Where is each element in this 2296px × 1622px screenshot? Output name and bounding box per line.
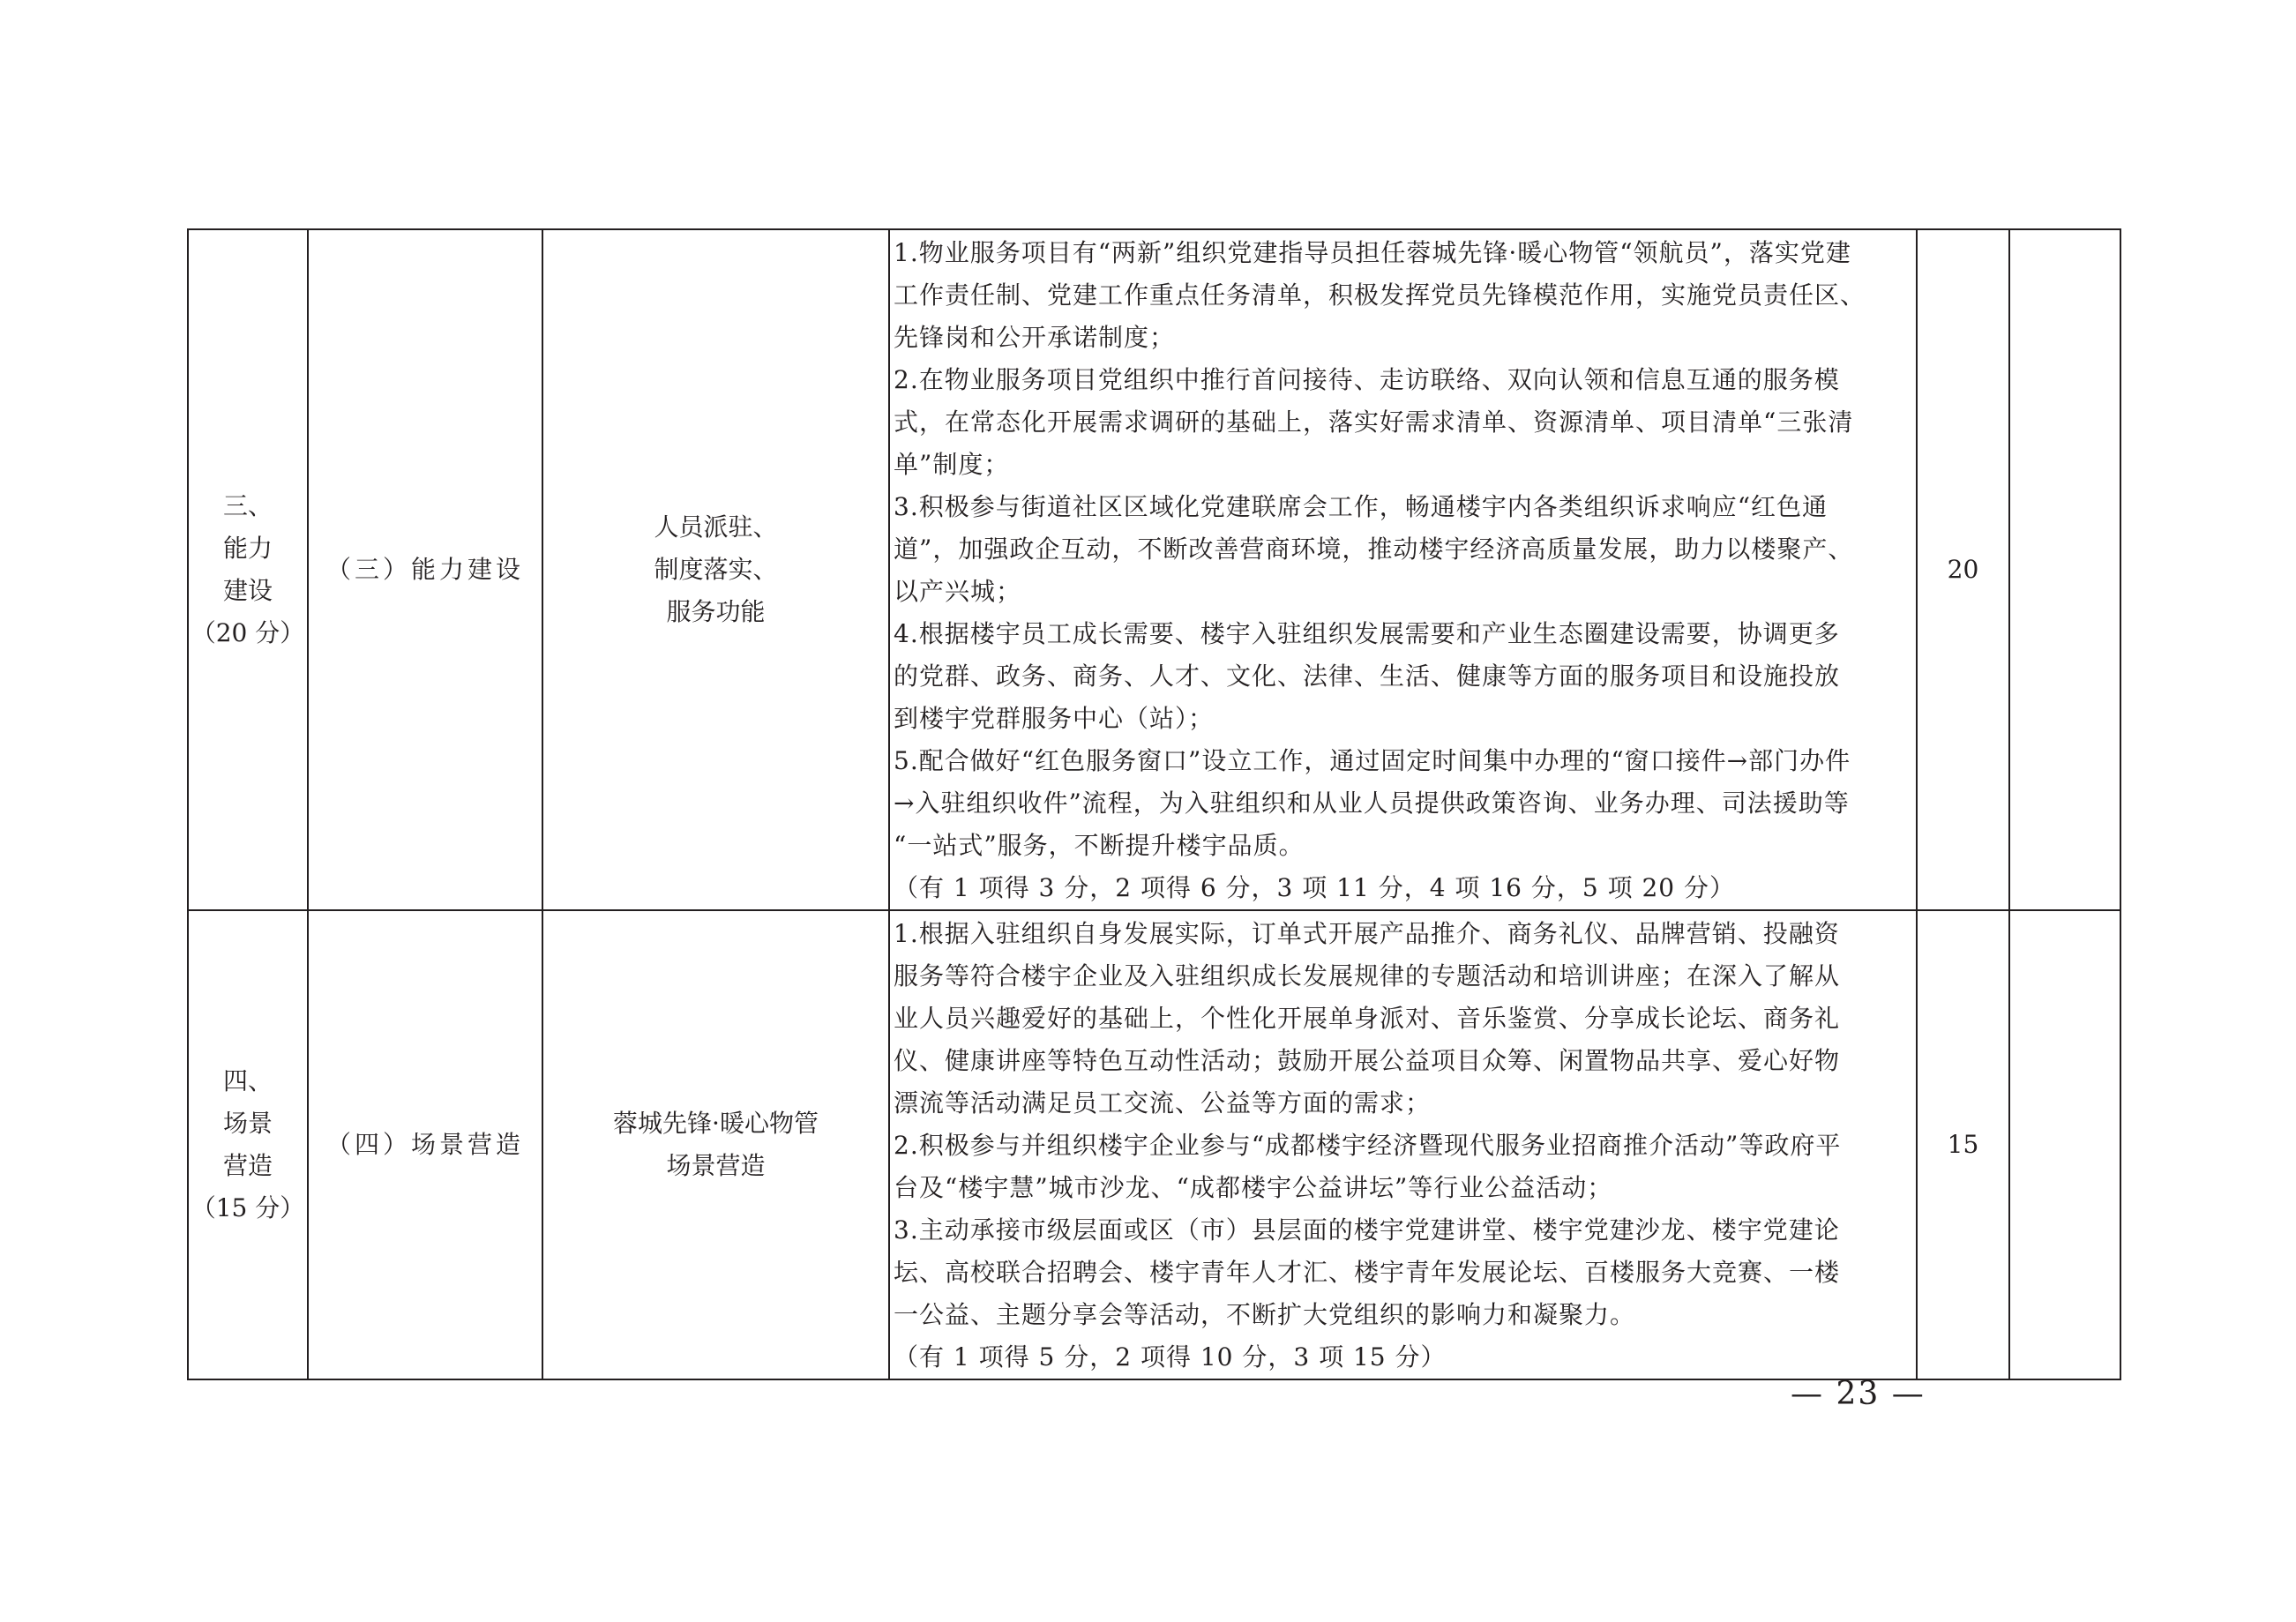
item-line: 人员派驻、	[654, 512, 778, 542]
item-cell	[542, 229, 889, 910]
content-line: 坛、高校联合招聘会、楼宇青年人才汇、楼宇青年发展论坛、百楼服务大竞赛、一楼	[894, 1258, 1841, 1287]
content-line: →入驻组织收件”流程，为入驻组织和从业人员提供政策咨询、业务办理、司法援助等	[894, 789, 1850, 818]
content-line: 道”，加强政企互动，不断改善营商环境，推动楼宇经济高质量发展，助力以楼聚产、	[894, 534, 1854, 564]
category-line: 四、	[222, 1066, 273, 1095]
content-line: 台及“楼宇慧”城市沙龙、“成都楼宇公益讲坛”等行业公益活动；	[894, 1173, 1613, 1202]
content-line: 2.积极参与并组织楼宇企业参与“成都楼宇经济暨现代服务业招商推介活动”等政府平	[894, 1131, 1842, 1160]
content-line: 一公益、主题分享会等活动，不断扩大党组织的影响力和凝聚力。	[894, 1300, 1636, 1329]
content-line: 1.物业服务项目有“两新”组织党建指导员担任蓉城先锋·暖心物管“领航员”，落实党建	[894, 238, 1851, 267]
content-line: 式，在常态化开展需求调研的基础上，落实好需求清单、资源清单、项目清单“三张清	[894, 407, 1854, 437]
category-line: 三、	[222, 491, 273, 520]
category-line: （20 分）	[191, 618, 305, 647]
score-cell: 15	[1917, 910, 2009, 1379]
sub-item-cell: （三）能力建设	[308, 229, 542, 910]
content-line: “一站式”服务，不断提升楼宇品质。	[894, 831, 1305, 860]
content-line: 单”制度；	[894, 450, 1010, 479]
content-line: 3.积极参与街道社区区域化党建联席会工作，畅通楼宇内各类组织诉求响应“红色通	[894, 492, 1829, 521]
content-line: 工作责任制、党建工作重点任务清单，积极发挥党员先锋模范作用，实施党员责任区、	[894, 280, 1866, 310]
content-cell	[889, 910, 1917, 1379]
score-cell: 20	[1917, 229, 2009, 910]
content-line: 3.主动承接市级层面或区（市）县层面的楼宇党建讲堂、楼宇党建沙龙、楼宇党建论	[894, 1215, 1840, 1245]
table-row	[188, 229, 2120, 910]
content-cell	[889, 229, 1917, 910]
item-line: 场景营造	[666, 1151, 766, 1180]
content-line: 4.根据楼宇员工成长需要、楼宇入驻组织发展需要和产业生态圈建设需要，协调更多	[894, 619, 1840, 648]
remark-cell	[2009, 229, 2120, 910]
evaluation-table	[187, 228, 2121, 1380]
content-line: 的党群、政务、商务、人才、文化、法律、生活、健康等方面的服务项目和设施投放	[894, 662, 1841, 691]
page-number: — 23 —	[1791, 1376, 1926, 1412]
item-line: 服务功能	[666, 597, 766, 626]
content-line: 先锋岗和公开承诺制度；	[894, 323, 1176, 352]
content-line: 服务等符合楼宇企业及入驻组织成长发展规律的专题活动和培训讲座；在深入了解从	[894, 961, 1841, 990]
item-cell	[542, 910, 889, 1379]
content-line: 到楼宇党群服务中心（站）；	[894, 704, 1215, 733]
category-line: （15 分）	[191, 1193, 305, 1222]
scoring-rule: （有 1 项得 3 分，2 项得 6 分，3 项 11 分，4 项 16 分，5 项 20 分）	[894, 873, 1735, 902]
item-line: 蓉城先锋·暖心物管	[613, 1109, 819, 1138]
scoring-rule: （有 1 项得 5 分，2 项得 10 分，3 项 15 分）	[894, 1342, 1447, 1372]
content-line: 1.根据入驻组织自身发展实际，订单式开展产品推介、商务礼仪、品牌营销、投融资	[894, 919, 1840, 948]
category-line: 能力	[222, 534, 273, 563]
content-line: 2.在物业服务项目党组织中推行首问接待、走访联络、双向认领和信息互通的服务模	[894, 365, 1840, 394]
content-line: 漂流等活动满足员工交流、公益等方面的需求；	[894, 1088, 1432, 1117]
category-line: 建设	[222, 576, 273, 605]
table-row	[188, 910, 2120, 1379]
category-cell	[188, 910, 308, 1379]
content-line: 仪、健康讲座等特色互动性活动；鼓励开展公益项目众筹、闲置物品共享、爱心好物	[894, 1046, 1841, 1075]
content-line: 5.配合做好“红色服务窗口”设立工作，通过固定时间集中办理的“窗口接件→部门办件	[894, 746, 1851, 775]
category-line: 营造	[222, 1151, 273, 1180]
remark-cell	[2009, 910, 2120, 1379]
item-line: 制度落实、	[654, 555, 778, 584]
category-cell	[188, 229, 308, 910]
content-line: 以产兴城；	[894, 577, 1022, 606]
sub-item-cell: （四）场景营造	[308, 910, 542, 1379]
category-line: 场景	[222, 1109, 273, 1138]
content-line: 业人员兴趣爱好的基础上，个性化开展单身派对、音乐鉴赏、分享成长论坛、商务礼	[894, 1004, 1841, 1033]
